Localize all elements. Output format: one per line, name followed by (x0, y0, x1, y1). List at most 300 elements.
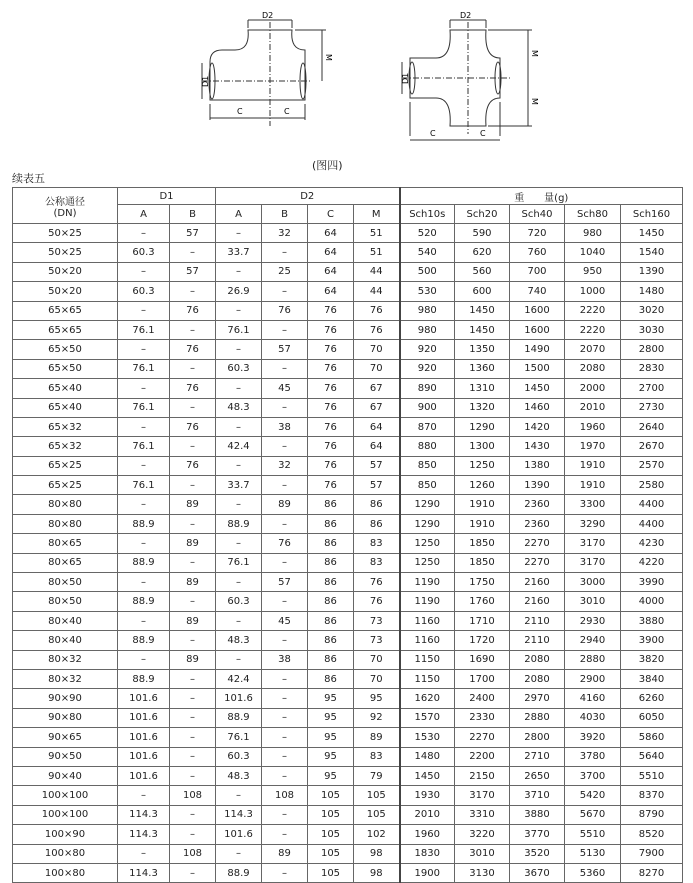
table-cell: 7900 (621, 844, 683, 863)
table-cell: 90×50 (13, 747, 118, 766)
table-cell: – (118, 417, 170, 436)
table-cell: 79 (354, 766, 400, 785)
table-cell: 2270 (510, 534, 565, 553)
table-cell: 1480 (400, 747, 455, 766)
table-cell: – (170, 437, 216, 456)
table-cell: 1250 (455, 456, 510, 475)
table-cell: 76 (354, 573, 400, 592)
table-cell: 1530 (400, 728, 455, 747)
table-cell: – (170, 825, 216, 844)
table-cell: 3520 (510, 844, 565, 863)
table-cell: 76 (170, 301, 216, 320)
table-cell: 42.4 (216, 437, 262, 456)
table-cell: 86 (308, 534, 354, 553)
col-header: Sch10s (400, 205, 455, 224)
table-cell: 86 (308, 514, 354, 533)
table-cell: 90×65 (13, 728, 118, 747)
table-cell: 2730 (621, 398, 683, 417)
table-cell: 1450 (400, 766, 455, 785)
table-row (13, 476, 683, 495)
table-cell: 3000 (565, 573, 621, 592)
table-cell: 64 (354, 417, 400, 436)
table-cell: 101.6 (118, 766, 170, 785)
table-cell: 76 (308, 359, 354, 378)
table-cell: 65×40 (13, 379, 118, 398)
table-cell: – (118, 495, 170, 514)
table-cell: 64 (354, 437, 400, 456)
table-cell: – (170, 728, 216, 747)
table-cell: 76 (308, 417, 354, 436)
table-cell: – (170, 669, 216, 688)
table-cell: – (262, 514, 308, 533)
table-cell: 3670 (510, 863, 565, 882)
table-cell: 4030 (565, 708, 621, 727)
table-cell: 2010 (400, 805, 455, 824)
table-cell: 108 (170, 786, 216, 805)
table-cell: 1450 (455, 320, 510, 339)
table-cell: 80×40 (13, 631, 118, 650)
table-cell: 1910 (455, 495, 510, 514)
table-cell: 3990 (621, 573, 683, 592)
table-cell: 760 (510, 243, 565, 262)
table-cell: – (262, 359, 308, 378)
table-row (13, 650, 683, 669)
table-cell: – (170, 592, 216, 611)
table-body (13, 224, 683, 883)
table-cell: 80×65 (13, 534, 118, 553)
d1-group-header: D1 (118, 188, 216, 205)
table-cell: 89 (262, 844, 308, 863)
table-row (13, 573, 683, 592)
table-cell: 86 (354, 495, 400, 514)
table-cell: 101.6 (118, 708, 170, 727)
table-cell: 101.6 (118, 747, 170, 766)
table-cell: 50×25 (13, 243, 118, 262)
table-cell: – (262, 553, 308, 572)
table-cell: – (262, 320, 308, 339)
table-cell: 1430 (510, 437, 565, 456)
table-cell: 98 (354, 844, 400, 863)
col-header: C (308, 205, 354, 224)
table-cell: 101.6 (118, 728, 170, 747)
table-cell: 2940 (565, 631, 621, 650)
table-cell: 1150 (400, 650, 455, 669)
table-cell: 2360 (510, 514, 565, 533)
table-row (13, 340, 683, 359)
table-cell: 57 (262, 573, 308, 592)
table-cell: 5360 (565, 863, 621, 882)
table-cell: 2650 (510, 766, 565, 785)
table-cell: 540 (400, 243, 455, 262)
table-cell: 101.6 (118, 689, 170, 708)
table-cell: 114.3 (118, 805, 170, 824)
table-cell: 86 (308, 669, 354, 688)
table-cell: – (216, 786, 262, 805)
table-row (13, 825, 683, 844)
table-cell: 2930 (565, 611, 621, 630)
table-cell: 4230 (621, 534, 683, 553)
table-cell: 89 (170, 495, 216, 514)
table-cell: 8790 (621, 805, 683, 824)
table-cell: 2080 (510, 650, 565, 669)
table-row (13, 747, 683, 766)
table-cell: 980 (400, 320, 455, 339)
table-cell: 88.9 (216, 708, 262, 727)
table-cell: 67 (354, 398, 400, 417)
table-cell: – (170, 805, 216, 824)
table-row (13, 766, 683, 785)
table-row (13, 243, 683, 262)
table-cell: 65×32 (13, 417, 118, 436)
table-cell: 2070 (565, 340, 621, 359)
table-cell: 1700 (455, 669, 510, 688)
table-cell: 86 (308, 495, 354, 514)
table-cell: 65×50 (13, 340, 118, 359)
table-cell: 80×80 (13, 495, 118, 514)
table-row (13, 631, 683, 650)
table-row (13, 728, 683, 747)
table-row (13, 320, 683, 339)
tee-drawing (200, 8, 350, 148)
table-cell: 1600 (510, 301, 565, 320)
table-cell: 1320 (455, 398, 510, 417)
table-cell: 80×32 (13, 669, 118, 688)
table-cell: 1960 (400, 825, 455, 844)
table-cell: 1500 (510, 359, 565, 378)
table-cell: 2150 (455, 766, 510, 785)
table-cell: – (216, 650, 262, 669)
table-cell: 48.3 (216, 631, 262, 650)
table-cell: 1360 (455, 359, 510, 378)
table-cell: 3170 (565, 553, 621, 572)
table-cell: 2220 (565, 301, 621, 320)
col-header: M (354, 205, 400, 224)
table-cell: – (216, 301, 262, 320)
table-cell: 1390 (621, 262, 683, 281)
table-cell: 48.3 (216, 766, 262, 785)
table-cell: – (170, 514, 216, 533)
table-cell: 80×50 (13, 573, 118, 592)
table-cell: – (170, 553, 216, 572)
table-row (13, 456, 683, 475)
table-cell: 3030 (621, 320, 683, 339)
table-cell: 80×40 (13, 611, 118, 630)
table-cell: 86 (308, 631, 354, 650)
table-cell: 76 (308, 320, 354, 339)
table-cell: 1450 (510, 379, 565, 398)
table-cell: 3170 (455, 786, 510, 805)
table-cell: 89 (354, 728, 400, 747)
table-cell: – (118, 844, 170, 863)
table-cell: 89 (262, 495, 308, 514)
table-cell: 89 (170, 534, 216, 553)
table-cell: 1300 (455, 437, 510, 456)
table-cell: 8370 (621, 786, 683, 805)
table-cell: 2880 (510, 708, 565, 727)
col-header: Sch20 (455, 205, 510, 224)
table-cell: – (216, 495, 262, 514)
weight-group-header: 重 量(g) (400, 188, 683, 205)
table-cell: 50×20 (13, 262, 118, 281)
table-cell: 80×65 (13, 553, 118, 572)
table-cell: 3170 (565, 534, 621, 553)
table-cell: 90×80 (13, 708, 118, 727)
c-label-left: C (237, 107, 243, 116)
table-cell: 1830 (400, 844, 455, 863)
table-cell: – (216, 611, 262, 630)
table-cell: 1710 (455, 611, 510, 630)
table-cell: 88.9 (118, 592, 170, 611)
table-cell: 2270 (510, 553, 565, 572)
table-cell: 108 (262, 786, 308, 805)
table-cell: – (118, 224, 170, 243)
table-row (13, 534, 683, 553)
table-cell: 1620 (400, 689, 455, 708)
table-cell: 3920 (565, 728, 621, 747)
table-cell: 6260 (621, 689, 683, 708)
table-cell: 1970 (565, 437, 621, 456)
table-cell: 88.9 (216, 863, 262, 882)
table-cell: 105 (308, 825, 354, 844)
table-cell: 3020 (621, 301, 683, 320)
table-cell: 4400 (621, 514, 683, 533)
table-row (13, 379, 683, 398)
table-cell: 3130 (455, 863, 510, 882)
table-cell: 1190 (400, 592, 455, 611)
table-cell: 5510 (621, 766, 683, 785)
table-cell: 70 (354, 650, 400, 669)
table-cell: 80×50 (13, 592, 118, 611)
table-row (13, 844, 683, 863)
table-cell: 76.1 (216, 320, 262, 339)
table-cell: 3010 (455, 844, 510, 863)
col-header: Sch160 (621, 205, 683, 224)
table-cell: 88.9 (118, 553, 170, 572)
table-cell: 51 (354, 224, 400, 243)
table-cell: 950 (565, 262, 621, 281)
table-cell: 1910 (455, 514, 510, 533)
table-cell: 8520 (621, 825, 683, 844)
table-row (13, 669, 683, 688)
table-cell: 76 (308, 437, 354, 456)
table-cell: 3900 (621, 631, 683, 650)
table-cell: 100×80 (13, 863, 118, 882)
table-cell: 3220 (455, 825, 510, 844)
table-cell: 114.3 (118, 825, 170, 844)
table-cell: – (216, 456, 262, 475)
dimension-weight-table (12, 187, 683, 883)
d2-group-header: D2 (216, 188, 400, 205)
table-cell: 80×32 (13, 650, 118, 669)
table-cell: – (170, 863, 216, 882)
table-cell: 1150 (400, 669, 455, 688)
table-cell: – (262, 243, 308, 262)
table-cell: 76 (308, 379, 354, 398)
col-header: A (216, 205, 262, 224)
table-row (13, 282, 683, 301)
table-cell: 65×65 (13, 320, 118, 339)
table-cell: 60.3 (216, 747, 262, 766)
table-cell: 50×20 (13, 282, 118, 301)
table-cell: 980 (400, 301, 455, 320)
table-cell: 3310 (455, 805, 510, 824)
table-cell: 88.9 (118, 631, 170, 650)
table-cell: 95 (354, 689, 400, 708)
table-cell: 3820 (621, 650, 683, 669)
table-cell: 3770 (510, 825, 565, 844)
table-row (13, 592, 683, 611)
table-cell: 590 (455, 224, 510, 243)
col-header: Sch80 (565, 205, 621, 224)
table-cell: 76.1 (118, 359, 170, 378)
table-cell: 980 (565, 224, 621, 243)
table-cell: 105 (308, 863, 354, 882)
table-cell: 2830 (621, 359, 683, 378)
table-cell: 2270 (455, 728, 510, 747)
table-cell: – (262, 669, 308, 688)
table-cell: 1310 (455, 379, 510, 398)
m-label: M (324, 54, 333, 61)
table-cell: 57 (262, 340, 308, 359)
table-cell: 92 (354, 708, 400, 727)
table-row (13, 514, 683, 533)
table-cell: 2710 (510, 747, 565, 766)
table-cell: – (118, 786, 170, 805)
table-cell: 95 (308, 747, 354, 766)
table-cell: – (170, 320, 216, 339)
table-cell: 5130 (565, 844, 621, 863)
table-cell: 2800 (510, 728, 565, 747)
table-cell: 2580 (621, 476, 683, 495)
table-cell: 8270 (621, 863, 683, 882)
table-cell: 73 (354, 631, 400, 650)
col-header: B (170, 205, 216, 224)
table-cell: 740 (510, 282, 565, 301)
table-cell: 1190 (400, 573, 455, 592)
table-cell: 60.3 (216, 592, 262, 611)
table-cell: – (170, 631, 216, 650)
table-cell: 76 (308, 398, 354, 417)
table-cell: – (216, 573, 262, 592)
table-cell: 76 (308, 301, 354, 320)
table-cell: 70 (354, 669, 400, 688)
table-cell: – (170, 476, 216, 495)
table-cell: 1850 (455, 534, 510, 553)
cross-diagram (400, 8, 560, 148)
table-cell: 2970 (510, 689, 565, 708)
table-cell: 1160 (400, 631, 455, 650)
table-cell: 83 (354, 553, 400, 572)
table-cell: 1260 (455, 476, 510, 495)
table-cell: 2010 (565, 398, 621, 417)
table-row (13, 689, 683, 708)
table-cell: 50×25 (13, 224, 118, 243)
table-cell: 4400 (621, 495, 683, 514)
table-cell: 2800 (621, 340, 683, 359)
table-cell: 105 (308, 805, 354, 824)
table-cell: – (170, 398, 216, 417)
table-cell: 900 (400, 398, 455, 417)
table-cell: 33.7 (216, 476, 262, 495)
table-cell: 2160 (510, 592, 565, 611)
table-row (13, 301, 683, 320)
table-cell: 2160 (510, 573, 565, 592)
table-cell: 70 (354, 359, 400, 378)
table-cell: 1480 (621, 282, 683, 301)
table-cell: 100×100 (13, 786, 118, 805)
table-cell: 65×65 (13, 301, 118, 320)
table-cell: 65×25 (13, 476, 118, 495)
table-cell: 1540 (621, 243, 683, 262)
table-cell: 1290 (455, 417, 510, 436)
table-cell: 65×32 (13, 437, 118, 456)
table-cell: 2080 (510, 669, 565, 688)
table-cell: 1390 (510, 476, 565, 495)
table-cell: 83 (354, 534, 400, 553)
table-cell: 1910 (565, 456, 621, 475)
table-cell: 76 (170, 417, 216, 436)
table-cell: 530 (400, 282, 455, 301)
cross-drawing (400, 8, 560, 148)
table-cell: 2200 (455, 747, 510, 766)
table-cell: 42.4 (216, 669, 262, 688)
table-cell: 1450 (621, 224, 683, 243)
table-cell: 44 (354, 282, 400, 301)
table-cell: 44 (354, 262, 400, 281)
table-cell: 89 (170, 573, 216, 592)
table-cell: 2700 (621, 379, 683, 398)
d2-label: D2 (262, 11, 274, 20)
table-cell: 2670 (621, 437, 683, 456)
table-cell: – (170, 708, 216, 727)
table-cell: 1850 (455, 553, 510, 572)
table-cell: 108 (170, 844, 216, 863)
table-cell: 60.3 (216, 359, 262, 378)
table-cell: 880 (400, 437, 455, 456)
table-cell: – (262, 863, 308, 882)
table-cell: 4000 (621, 592, 683, 611)
table-cell: 890 (400, 379, 455, 398)
table-cell: – (118, 340, 170, 359)
table-cell: 57 (354, 456, 400, 475)
table-cell: 5640 (621, 747, 683, 766)
table-cell: 89 (170, 650, 216, 669)
table-cell: 3780 (565, 747, 621, 766)
table-cell: – (170, 766, 216, 785)
table-cell: 2880 (565, 650, 621, 669)
table-row (13, 805, 683, 824)
table-cell: – (216, 340, 262, 359)
table-cell: 105 (308, 786, 354, 805)
table-cell: – (118, 301, 170, 320)
table-cell: 76 (308, 340, 354, 359)
col-header: A (118, 205, 170, 224)
d1-label: D1 (201, 75, 210, 87)
table-cell: – (262, 766, 308, 785)
table-cell: 3880 (621, 611, 683, 630)
table-cell: 89 (170, 611, 216, 630)
table-cell: 3700 (565, 766, 621, 785)
table-cell: 1720 (455, 631, 510, 650)
table-cell: 100×100 (13, 805, 118, 824)
table-cell: – (262, 728, 308, 747)
table-cell: 76 (354, 301, 400, 320)
table-cell: 920 (400, 359, 455, 378)
table-cell: – (170, 282, 216, 301)
table-row (13, 611, 683, 630)
table-cell: 870 (400, 417, 455, 436)
table-cell: 1290 (400, 495, 455, 514)
